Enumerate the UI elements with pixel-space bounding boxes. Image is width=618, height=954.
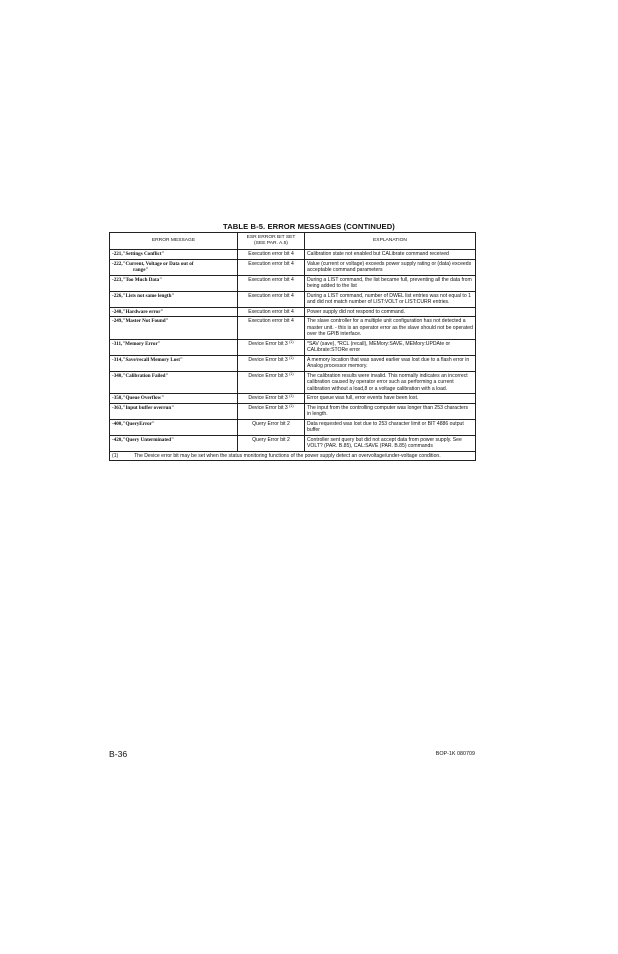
explanation-cell: Data requested was lost due to 253 character limit or BIT 4886 output buffer xyxy=(305,419,476,435)
table-row xyxy=(110,394,476,404)
error-message-text: -311,"Memory Error" xyxy=(112,340,161,347)
esr-bit-cell xyxy=(238,307,305,317)
table-row xyxy=(110,307,476,317)
table-row xyxy=(110,275,476,291)
esr-bit-text: Device Error bit 3 xyxy=(248,356,288,363)
page-number: B-36 xyxy=(109,749,128,759)
esr-bit-cell xyxy=(238,394,305,404)
error-message-cell xyxy=(110,291,238,307)
error-message-text: -221,"Settings Conflict" xyxy=(112,251,165,257)
explanation-cell: Controller sent query but did not accept data from power supply. See VOLT? (PAR. B.85), CAL:SAVE (PAR. B.85) commands xyxy=(305,435,476,451)
footnote-ref: (1) xyxy=(289,339,294,344)
footnote-ref: (1) xyxy=(289,355,294,360)
error-message-cell xyxy=(110,419,238,435)
esr-bit-text: Device Error bit 3 xyxy=(248,372,288,379)
table-row xyxy=(110,435,476,451)
error-message-cell xyxy=(110,317,238,340)
explanation-cell: The input from the controlling computer was longer than 253 characters in length. xyxy=(305,403,476,419)
error-message-cell xyxy=(110,275,238,291)
esr-bit-cell xyxy=(238,275,305,291)
error-message-cell xyxy=(110,403,238,419)
error-message-text: -340,"Calibration Failed" xyxy=(112,372,169,379)
document-id: BOP-1K 080709 xyxy=(435,751,475,757)
explanation-cell: Value (current or voltage) exceeds power supply rating or (data) exceeds acceptable command parameters xyxy=(305,259,476,275)
esr-bit-text: Execution error bit 4 xyxy=(248,318,294,324)
footnote-cell xyxy=(110,451,476,461)
footnote-ref: (1) xyxy=(289,394,294,398)
table-row xyxy=(110,355,476,371)
table-header-row xyxy=(110,233,476,250)
error-message-text: -249,"Master Not Found" xyxy=(112,318,169,324)
error-message-cell xyxy=(110,250,238,260)
error-message-text: -222,"Current, Voltage or Data out of xyxy=(112,260,194,267)
explanation-cell: Error queue was full, error events have been lost. xyxy=(305,394,476,404)
esr-bit-text: Execution error bit 4 xyxy=(248,251,294,257)
esr-bit-cell xyxy=(238,435,305,451)
error-message-cell xyxy=(110,371,238,394)
error-message-text: -420,"Query Unterminated" xyxy=(112,436,174,443)
error-message-cell xyxy=(110,435,238,451)
explanation-cell: *SAV (save), *RCL (recall), MEMory:SAVE, MEMory:UPDAte or CALibrate:STORe error xyxy=(305,339,476,355)
explanation-cell: A memory location that was saved earlier was lost due to a flash error in Analog processor memory. xyxy=(305,355,476,371)
table-row xyxy=(110,250,476,260)
error-message-text-cont: range" xyxy=(133,267,149,273)
footnote-ref: (1) xyxy=(289,403,294,408)
explanation-cell: Calibration state not enabled but CALibrate command received xyxy=(305,250,476,260)
esr-bit-cell xyxy=(238,250,305,260)
error-message-cell xyxy=(110,339,238,355)
esr-bit-text: Execution error bit 4 xyxy=(248,260,294,267)
error-messages-table xyxy=(109,232,476,461)
esr-bit-cell xyxy=(238,371,305,394)
esr-bit-cell xyxy=(238,339,305,355)
esr-bit-cell xyxy=(238,419,305,435)
footnote-ref: (1) xyxy=(289,371,294,376)
error-message-text: -240,"Hardware error" xyxy=(112,308,164,315)
table-row xyxy=(110,403,476,419)
esr-bit-text: Execution error bit 4 xyxy=(248,292,294,299)
esr-bit-text: Query Error bit 2 xyxy=(252,420,290,427)
table-title: TABLE B-5. ERROR MESSAGES (CONTINUED) xyxy=(223,222,395,231)
footnote-number: (1) xyxy=(112,452,119,459)
error-message-text: -400,"QueryError" xyxy=(112,420,155,427)
explanation-cell: During a LIST command, number of DWEL list entries was not equal to 1 and did not match number of LIST:VOLT or LIST:CURR entries. xyxy=(305,291,476,307)
table-row xyxy=(110,339,476,355)
esr-bit-cell xyxy=(238,259,305,275)
header-esr-line2: (SEE PAR. A.5) xyxy=(254,241,288,246)
explanation-cell: The calibration results were invalid. This normally indicates an incorrect calibration caused by operator error such as performing a current calibration without a load,8 or a voltage calibration with a load. xyxy=(305,371,476,394)
esr-bit-cell xyxy=(238,317,305,340)
table-row xyxy=(110,317,476,340)
explanation-cell: The slave controller for a multiple unit configuration has not detected a master unit. - this is an operator error as the slave should not be operated over the GPIB interface. xyxy=(305,317,476,340)
footnote-text: The Device error bit may be set when the status monitoring functions of the power supply detect an overvoltage/under-voltage condition. xyxy=(134,452,441,459)
esr-bit-text: Device Error bit 3 xyxy=(248,404,288,411)
header-esr-bit xyxy=(238,233,305,250)
table-row xyxy=(110,259,476,275)
error-message-text: -314,"Save/recall Memory Lost" xyxy=(112,356,183,363)
header-esr-line1: ESR ERROR BIT SET xyxy=(246,235,296,240)
table-row xyxy=(110,419,476,435)
esr-bit-text: Device Error bit 3 xyxy=(248,340,288,347)
table-row xyxy=(110,371,476,394)
explanation-cell: Power supply did not respond to command. xyxy=(305,307,476,317)
footnote-row xyxy=(110,451,476,461)
explanation-cell: During a LIST command, the list became full, preventing all the data from being added to the list xyxy=(305,275,476,291)
error-message-cell xyxy=(110,259,238,275)
esr-bit-cell xyxy=(238,355,305,371)
error-message-text: -226,"Lists not same length" xyxy=(112,292,175,299)
error-message-cell xyxy=(110,394,238,404)
error-message-text: -223,"Too Much Data" xyxy=(112,276,163,283)
table-row xyxy=(110,291,476,307)
esr-bit-text: Execution error bit 4 xyxy=(248,276,294,283)
esr-bit-text: Query Error bit 2 xyxy=(252,436,290,443)
esr-bit-text: Execution error bit 4 xyxy=(248,308,294,315)
esr-bit-cell xyxy=(238,403,305,419)
esr-bit-cell xyxy=(238,291,305,307)
error-message-cell xyxy=(110,307,238,317)
error-message-text: -363,"Input buffer overrun" xyxy=(112,404,175,411)
error-message-text: -350,"Queue Overflow" xyxy=(112,395,165,401)
esr-bit-text: Device Error bit 3 xyxy=(248,395,288,401)
header-explanation: EXPLANATION xyxy=(305,233,476,250)
header-error-message: ERROR MESSAGE xyxy=(110,233,238,250)
error-message-cell xyxy=(110,355,238,371)
